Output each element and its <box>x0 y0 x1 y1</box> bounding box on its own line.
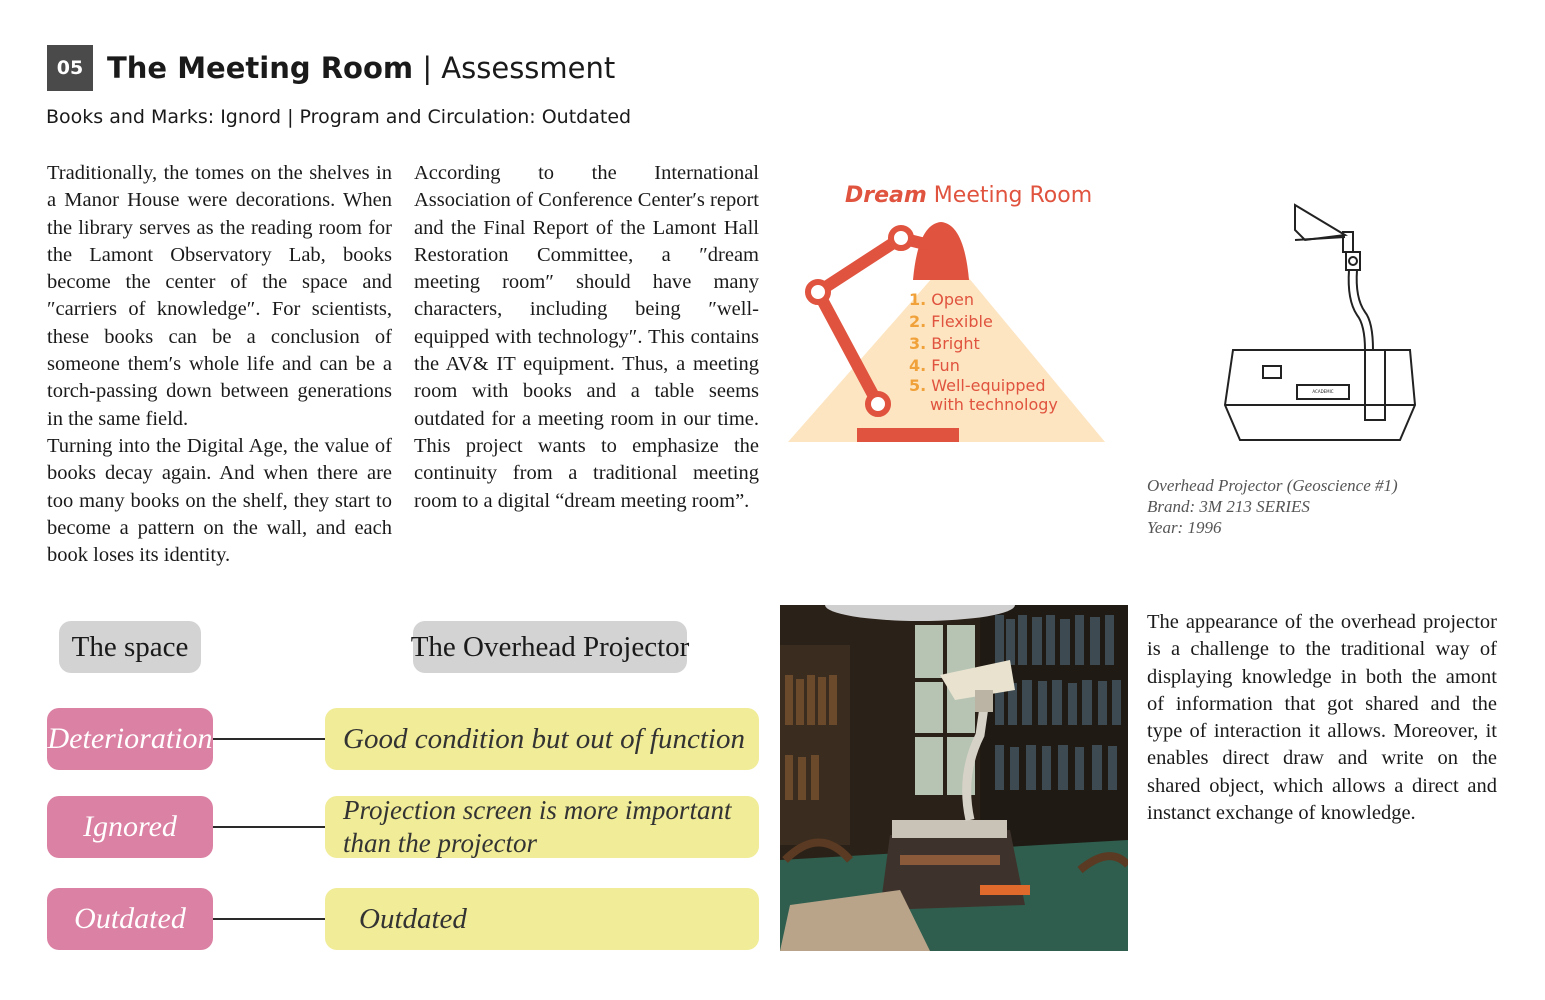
dream-item-1: 1. Open <box>909 290 974 309</box>
row-connector <box>213 918 325 920</box>
lamp-base-icon <box>857 428 959 442</box>
caption-line-1: Overhead Projector (Geoscience #1) <box>1147 476 1398 495</box>
dream-item-4: 4. Fun <box>909 356 960 375</box>
dream-item-3: 3. Bright <box>909 334 980 353</box>
projector-label: ACADEMIC <box>1312 389 1334 394</box>
paragraph-tradition: Traditionally, the tomes on the shelves in a Manor House were decorations. When the library serves as the reading room for the Lamont Observatory Lab, books become the center of the space and ″carriers of knowledge″. For scientists, these books can be a conclusion of someone them′s whole life and can be a torch-passing down between generations in the same field. <box>47 162 392 430</box>
page-title <box>107 48 615 88</box>
paragraph-dream-meeting-room: According to the International Association of Conference Center′s report and the Final Report of the Lamont Hall Restoration Committee, a ″dream meeting room″ should have many characters, including being ″well-equipped with technology″. This contains the AV& IT equipment. Thus, a meeting room with books and a table seems outdated for a meeting room in our time. This project wants to emphasize the continuity from a traditional meeting room to a digital “dream meeting room”. <box>414 162 759 512</box>
row-connector <box>213 738 325 740</box>
dream-figure-title: Dream Meeting Room <box>845 183 1093 208</box>
space-status-deterioration: Deterioration <box>47 708 213 770</box>
projector-photo <box>780 605 1128 951</box>
body-text-column-2 <box>414 160 759 515</box>
row-connector <box>213 826 325 828</box>
dream-item-2: 2. Flexible <box>909 312 993 331</box>
overhead-projector-icon <box>1215 200 1425 450</box>
header-overhead-projector: The Overhead Projector <box>413 621 687 673</box>
projector-caption <box>1147 475 1398 538</box>
section-number-badge: 05 <box>47 45 93 91</box>
body-text-column-3 <box>1147 609 1497 827</box>
caption-line-2: Brand: 3M 213 SERIES <box>1147 497 1310 516</box>
space-status-ignored: Ignored <box>47 796 213 858</box>
dream-item-5: 5. Well-equipped <box>909 376 1046 395</box>
space-status-outdated: Outdated <box>47 888 213 950</box>
header-the-space: The space <box>59 621 201 673</box>
lamp-shade-icon <box>913 222 969 280</box>
page-title-rest: | Assessment <box>422 51 616 85</box>
dream-meeting-room-figure <box>783 172 1113 472</box>
body-text-column-1 <box>47 160 392 569</box>
page-subtitle: Books and Marks: Ignord | Program and Circulation: Outdated <box>46 106 632 128</box>
projector-status-condition: Good condition but out of function <box>325 708 759 770</box>
paragraph-digital-age: Turning into the Digital Age, the value of books decay again. And when there are too many books on the shelf, they start to become a pattern on the wall, and each book loses its identity. <box>47 434 392 567</box>
projector-status-outdated: Outdated <box>325 888 759 950</box>
dream-item-5-continued: with technology <box>930 395 1058 414</box>
paragraph-overhead-projector: The appearance of the overhead projector is a challenge to the traditional way of displaying knowledge in both the amont of information that got shared and the type of interaction it allows. Moreover, it enables direct draw and write on the shared object, which allows a direct and instanct exchange of knowledge. <box>1147 611 1497 825</box>
caption-line-3: Year: 1996 <box>1147 518 1222 537</box>
page-title-bold: The Meeting Room <box>107 51 414 85</box>
projector-status-screen: Projection screen is more important than the projector <box>325 796 759 858</box>
